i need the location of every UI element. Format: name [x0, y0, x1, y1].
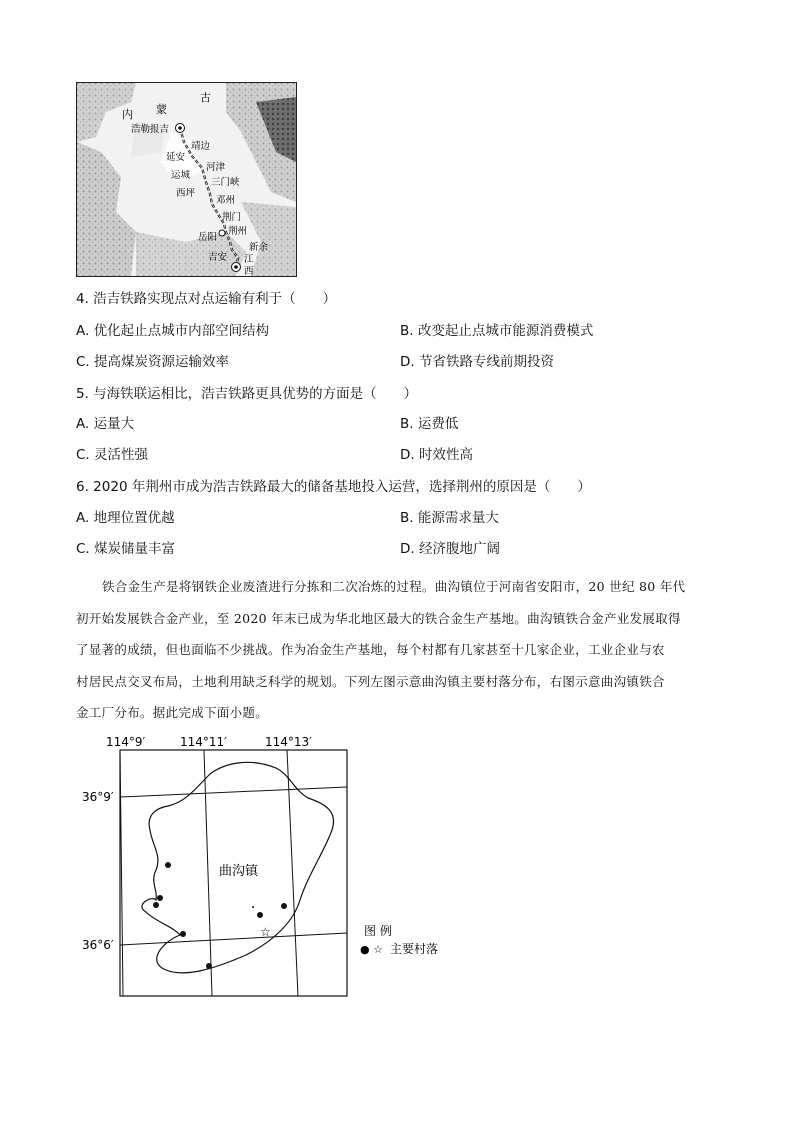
question-5-option-c: C. 灵活性强 [76, 447, 149, 463]
question-4-option-c: C. 提高煤炭资源运输效率 [76, 354, 230, 370]
passage-line-2: 初开始发展铁合金产业，至 2020 年末已成为华北地区最大的铁合金生产基地。曲沟镇铁合金产业发展取得 [76, 610, 681, 626]
map1-label-jingmen: 荆门 [222, 212, 242, 223]
map1-label-jingbian: 靖边 [191, 141, 211, 152]
passage-line-1: 铁合金生产是将钢铁企业废渣进行分拣和二次冶炼的过程。曲沟镇位于河南省安阳市，20 世纪 80 年代 [102, 579, 686, 594]
village-marker [153, 902, 159, 908]
lat-label-36-6: 36°6′ [82, 938, 114, 952]
question-5-stem: 5. 与海铁联运相比，浩吉铁路更具优势的方面是（ ） [76, 386, 418, 402]
legend-title: 图 例 [364, 924, 392, 938]
haoji-railway-map [76, 82, 297, 277]
map1-label-nei: 内 [122, 108, 133, 121]
lon-label-114-11: 114°11′ [180, 735, 227, 749]
map1-label-jian: 吉安 [208, 252, 228, 263]
passage-line-5: 金工厂分布。据此完成下面小题。 [76, 705, 269, 720]
village-marker [257, 912, 263, 918]
village-marker [252, 906, 254, 908]
map1-label-dengzhou: 邓州 [216, 195, 236, 206]
legend-symbols: ● ☆ [360, 943, 383, 956]
question-6-option-a: A. 地理位置优越 [76, 510, 175, 526]
question-5-option-a: A. 运量大 [76, 416, 135, 432]
map1-label-xi: 西 [244, 266, 254, 277]
question-4-option-a: A. 优化起止点城市内部空间结构 [76, 323, 270, 339]
lat-label-36-9: 36°9′ [82, 790, 114, 804]
question-6-option-c: C. 煤炭储量丰富 [76, 541, 176, 557]
passage-line-4: 村居民点交叉布局，土地利用缺乏科学的规划。下列左图示意曲沟镇主要村落分布，右图示意曲沟镇铁合 [76, 673, 665, 689]
question-5-option-b: B. 运费低 [400, 416, 459, 432]
question-6-stem: 6. 2020 年荆州市成为浩吉铁路最大的储备基地投入运营，选择荆州的原因是（ ） [76, 479, 591, 495]
question-6-option-d: D. 经济腹地广阔 [400, 541, 500, 557]
village-marker [165, 862, 171, 868]
village-marker [281, 903, 287, 909]
village-marker [157, 895, 163, 901]
map1-label-yanan: 延安 [166, 152, 186, 163]
map1-label-haolebaoji: 浩勒报吉 [131, 124, 170, 135]
map1-label-sanmenxia: 三门峡 [211, 177, 240, 188]
question-4-option-b: B. 改变起止点城市能源消费模式 [400, 323, 594, 339]
passage-line-3: 了显著的成绩，但也面临不少挑战。作为冶金生产基地，每个村都有几家甚至十几家企业，工业企业与农 [76, 642, 665, 657]
map1-label-jingzhou: 荆州 [228, 226, 248, 237]
map1-label-gu: 古 [200, 91, 211, 104]
map1-label-yuncheng: 运城 [171, 170, 191, 181]
map1-label-hejin: 河津 [206, 162, 226, 173]
map1-label-xinyu: 新余 [249, 242, 269, 253]
map1-label-jiang: 江 [244, 254, 254, 265]
reading-passage [76, 571, 724, 729]
town-seat-star-icon: ☆ [260, 925, 271, 939]
village-marker [206, 963, 212, 969]
map1-label-yueyang: 岳阳 [198, 232, 218, 243]
village-marker [180, 931, 186, 937]
question-6-option-b: B. 能源需求量大 [400, 510, 499, 526]
map1-label-xiping: 西坪 [176, 188, 196, 199]
town-label: 曲沟镇 [219, 864, 259, 879]
question-4-stem: 4. 浩吉铁路实现点对点运输有利于（ ） [76, 291, 337, 307]
lon-label-114-13: 114°13′ [265, 735, 312, 749]
question-5-option-d: D. 时效性高 [400, 447, 473, 463]
question-4-option-d: D. 节省铁路专线前期投资 [400, 354, 554, 370]
map1-label-meng: 蒙 [156, 103, 167, 116]
legend-item-label: 主要村落 [390, 942, 439, 956]
lon-label-114-9: 114°9′ [106, 735, 146, 749]
qugou-town-map [76, 730, 476, 1005]
